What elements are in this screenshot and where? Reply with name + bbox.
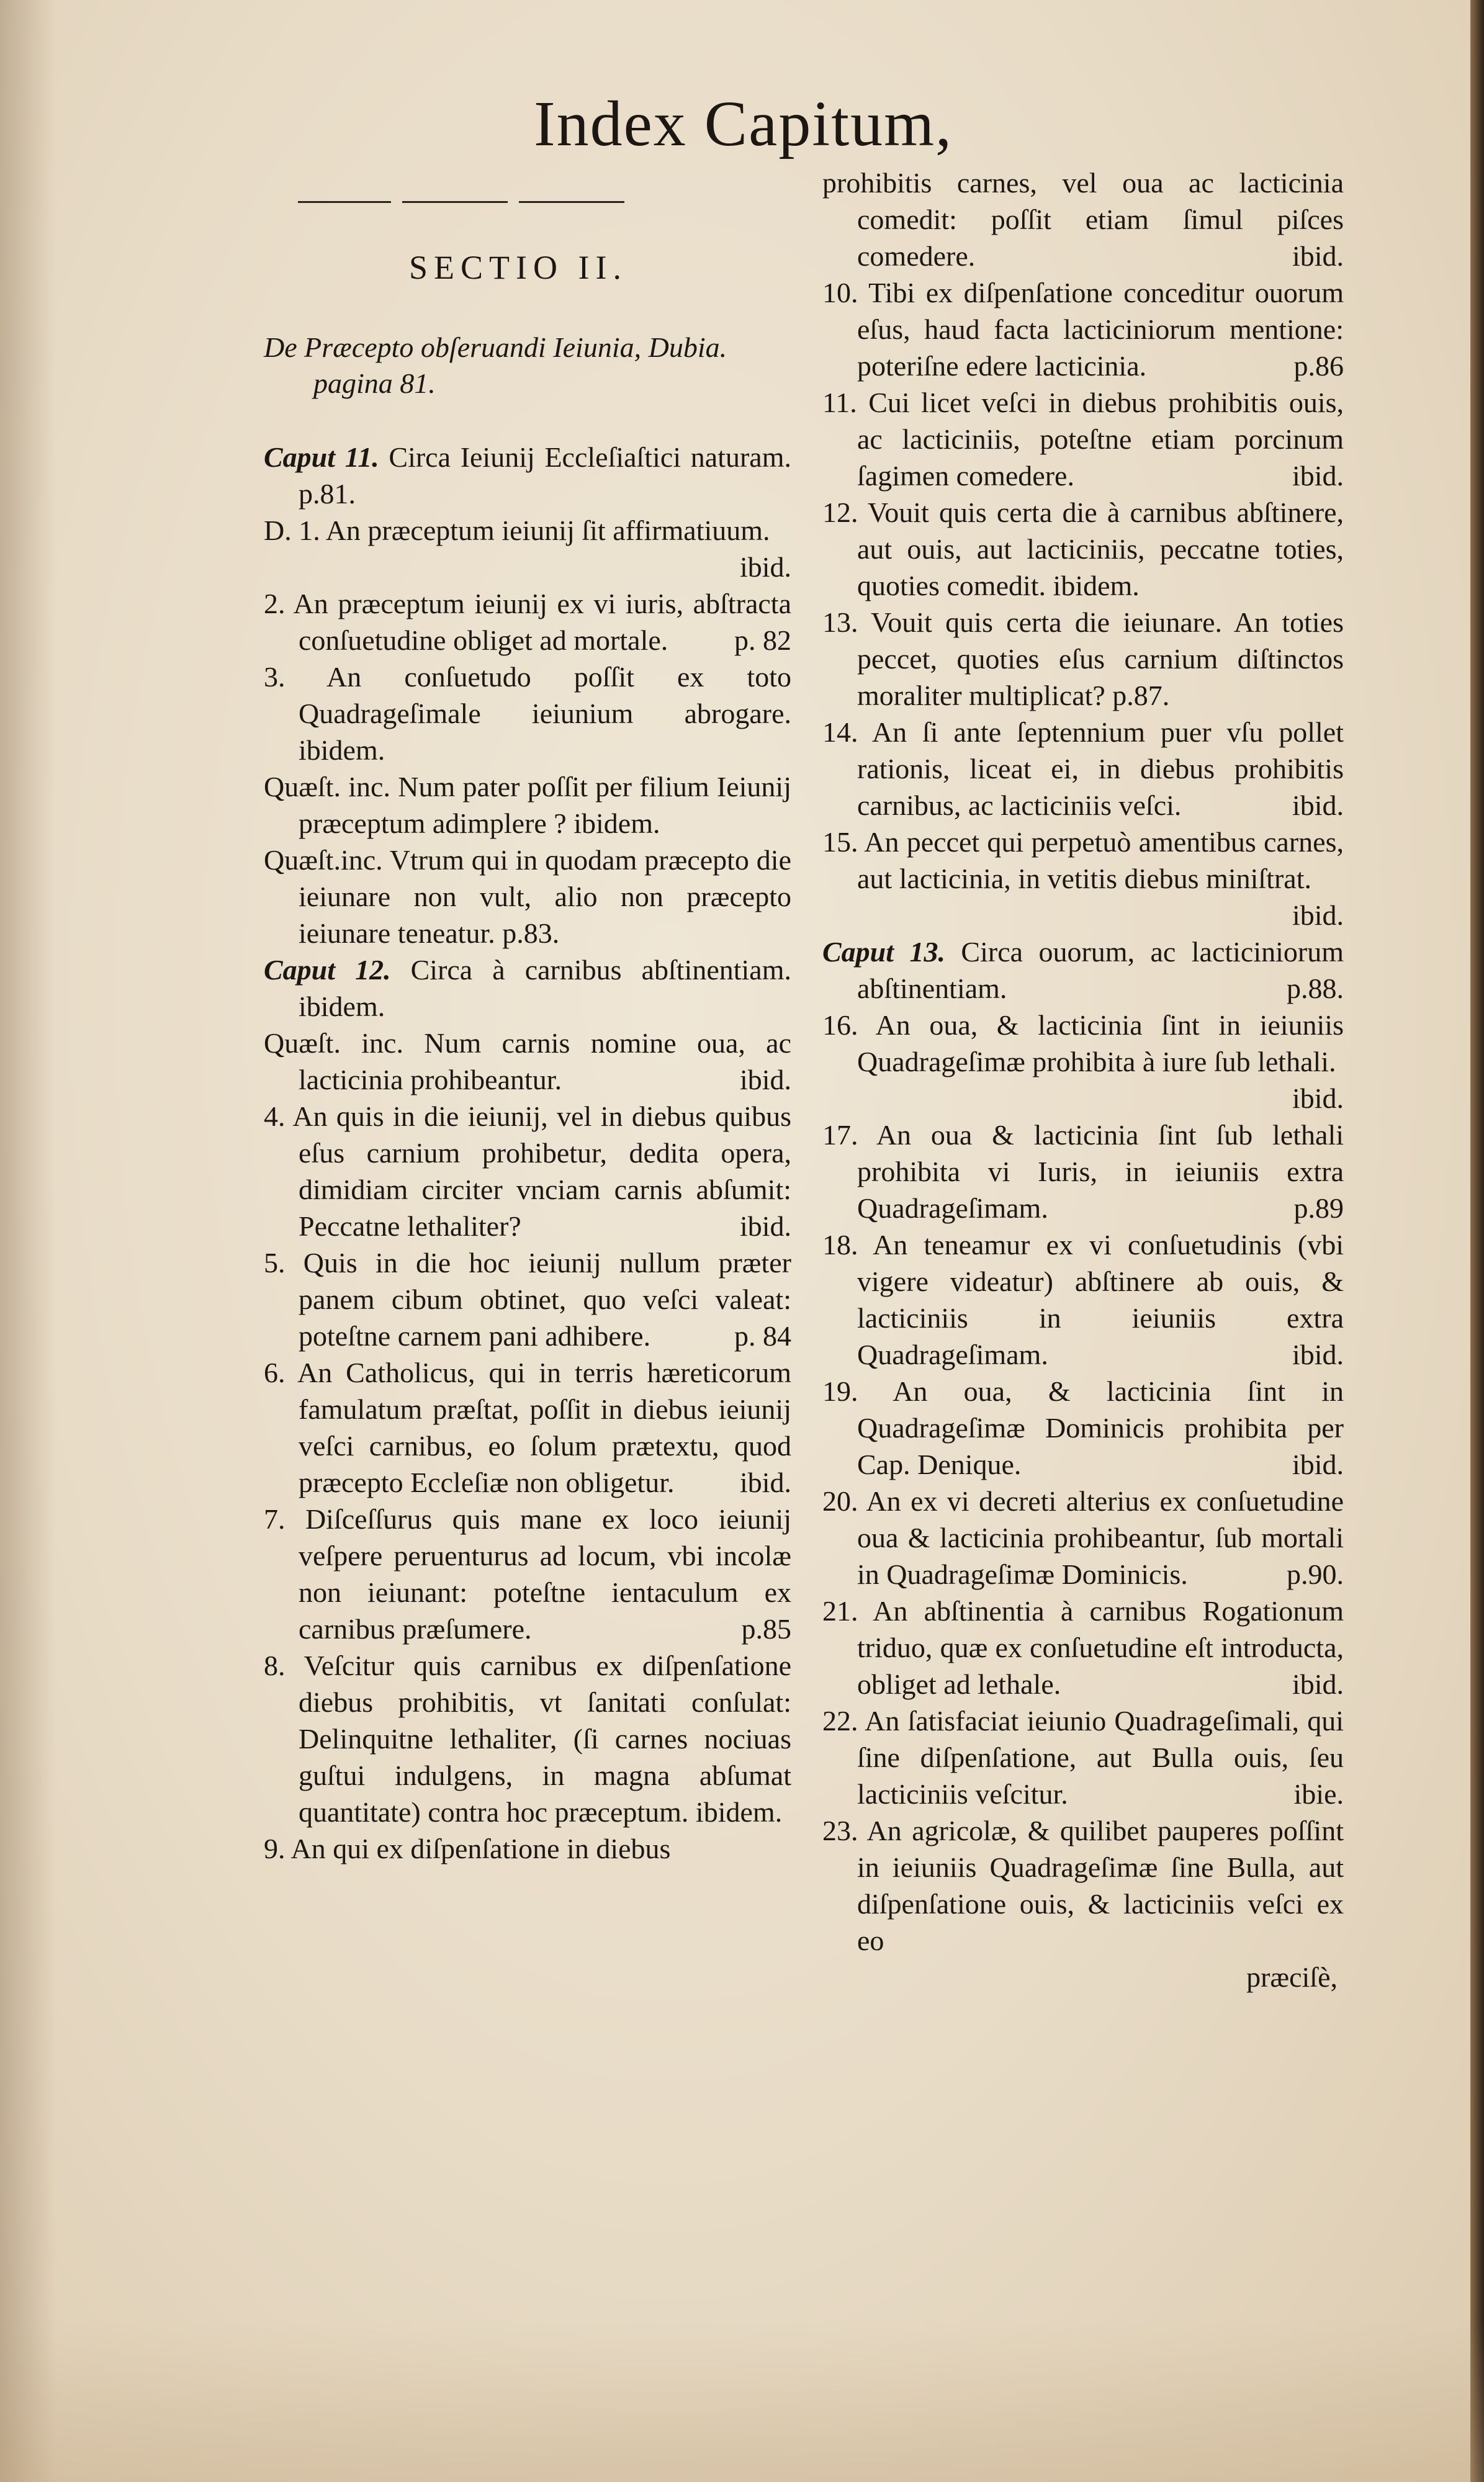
- index-entry: [822, 1117, 1344, 1226]
- entry-text: prohibitis carnes, vel oua ac lacticinia comedit: poſſit etiam ſimul piſces comedere.: [822, 167, 1344, 272]
- entry-text: Vtrum qui in quodam præcepto die ieiunare non vult, alio non præcepto ieiunare teneatur. p.83.: [299, 844, 792, 949]
- entry-number: 17.: [822, 1119, 858, 1151]
- entry-text: An agricolæ, & quilibet pauperes poſſint in ieiuniis Quadrageſimæ ſine Bulla, aut diſpenſatione ouis, & lacticiniis veſci ex eo: [857, 1815, 1344, 1956]
- entry-number: 2.: [264, 588, 286, 619]
- entry-text: Circa à carnibus abſtinentiam. ibidem.: [299, 954, 791, 1022]
- right-column: [822, 164, 1344, 1995]
- entry-text: An abſtinentia à carnibus Rogationum triduo, quæ ex conſuetudine eſt introducta, obliget ad lethale.: [857, 1595, 1344, 1700]
- section-subtitle: [264, 330, 791, 402]
- page-reference: ibid.: [739, 551, 791, 583]
- entry-text: Vouit quis certa die ieiunare. An toties peccet, quoties eſus carnium diſtinctos moraliter multiplicat? p.87.: [857, 606, 1344, 711]
- entry-number: Quæſt.inc.: [264, 844, 383, 876]
- page-reference: p.90.: [1287, 1558, 1344, 1590]
- entry-number: Caput 12.: [264, 954, 391, 986]
- entry-number: 4.: [264, 1100, 286, 1132]
- entry-number: 10.: [822, 277, 858, 308]
- index-entry: [264, 585, 791, 659]
- entry-text: Vouit quis certa die à carnibus abſtinere, aut ouis, aut lacticiniis, peccatne toties, quoties comedit. ibidem.: [857, 497, 1344, 601]
- entry-text: Cui licet veſci in diebus prohibitis ouis, ac lacticiniis, poteſtne etiam porcinum ſagimen comedere.: [857, 387, 1344, 492]
- paper-wear: [0, 2321, 1484, 2482]
- entry-text: An quis in die ieiunij, vel in diebus quibus eſus carnium prohibetur, dedita opera, dimidiam circiter vnciam carnis abſumit: Peccatne lethaliter?: [292, 1100, 791, 1242]
- page-edge: [1470, 0, 1484, 2482]
- page-reference: ibid.: [1292, 1668, 1344, 1700]
- index-entry: [264, 512, 791, 585]
- section-heading: SECTIO II.: [409, 249, 627, 286]
- index-entry: [264, 439, 791, 512]
- entry-text: An conſuetudo poſſit ex toto Quadrageſimale ieiunium abrogare. ibidem.: [299, 661, 791, 766]
- entry-text: An oua, & lacticinia ſint in ieiuniis Quadrageſimæ prohibita à iure ſub lethali.: [857, 1009, 1344, 1077]
- rule-segment: [519, 201, 624, 203]
- page-reference: ibid.: [739, 1210, 791, 1242]
- index-entry: [822, 1373, 1344, 1483]
- page-title: Index Capitum,: [534, 88, 953, 160]
- entry-text: An teneamur ex vi conſuetudinis (vbi vigere videatur) abſtinere ab ouis, & lacticiniis in ieiuniis extra Quadrageſimam.: [857, 1229, 1344, 1370]
- entry-text: An præceptum ieiunij ex vi iuris, abſtracta conſuetudine obliget ad mortale.: [293, 588, 791, 656]
- page-reference: p.85: [741, 1613, 791, 1645]
- page-reference: ibid.: [1292, 1449, 1344, 1480]
- entry-number: 11.: [822, 387, 857, 418]
- index-entry: [822, 714, 1344, 824]
- entry-text: An qui ex diſpenſatione in diebus: [290, 1833, 671, 1864]
- index-entry: [822, 274, 1344, 384]
- entry-number: 9.: [264, 1833, 286, 1864]
- page-reference: ibie.: [1293, 1778, 1344, 1810]
- page-reference: ibid.: [1292, 240, 1344, 272]
- entry-text: An Catholicus, qui in terris hæreticorum famulatum præſtat, poſſit in diebus ieiunij veſci carnibus, eo ſolum prætextu, quod præcepto Eccleſiæ non obligetur.: [297, 1357, 792, 1498]
- index-entry: [822, 1007, 1344, 1117]
- index-entry: [822, 604, 1344, 714]
- rule-segment: [402, 201, 508, 203]
- entry-text: An ſatisfaciat ieiunio Quadrageſimali, qui ſine diſpenſatione, aut Bulla ouis, ſeu lacticiniis veſcitur.: [857, 1705, 1344, 1810]
- entry-text: Num carnis nomine oua, ac lacticinia prohibeantur.: [299, 1027, 792, 1095]
- entry-text: An oua, & lacticinia ſint in Quadrageſimæ Dominicis prohibita per Cap. Denique.: [857, 1375, 1344, 1480]
- entry-number: 18.: [822, 1229, 858, 1261]
- entry-number: Caput 13.: [822, 936, 945, 968]
- index-entry: [822, 1483, 1344, 1593]
- catchword: præciſè,: [1246, 1961, 1338, 1993]
- page-reference: p.88.: [1287, 973, 1344, 1004]
- subtitle-line-2: pagina 81.: [313, 367, 436, 399]
- entry-number: 8.: [264, 1650, 286, 1681]
- index-entry: [264, 1244, 791, 1354]
- entry-text: Num pater poſſit per filium Ieiunij præceptum adimplere ? ibidem.: [299, 771, 791, 839]
- index-entry: [264, 842, 791, 951]
- index-entry: [264, 1830, 791, 1867]
- index-entry: [264, 1025, 791, 1098]
- index-entry: [264, 1354, 791, 1501]
- entry-number: D. 1.: [264, 515, 320, 546]
- page-reference: p. 82: [734, 624, 791, 656]
- entry-number: 16.: [822, 1009, 858, 1041]
- index-entry: [822, 1226, 1344, 1373]
- entry-number: 7.: [264, 1503, 286, 1535]
- rule-segment: [298, 201, 391, 203]
- index-entry: [822, 933, 1344, 1007]
- entry-text: An ſi ante ſeptennium puer vſu pollet rationis, liceat ei, in diebus prohibitis carnibus, ac lacticiniis veſci.: [857, 716, 1344, 821]
- entry-number: 6.: [264, 1357, 286, 1388]
- page-reference: ibid.: [1292, 789, 1344, 821]
- index-entry: [264, 659, 791, 768]
- index-entry: [264, 951, 791, 1025]
- entry-number: 22.: [822, 1705, 858, 1737]
- entry-number: Quæſt. inc.: [264, 1027, 403, 1059]
- page-reference: p.86: [1293, 350, 1344, 382]
- page-reference: p.89: [1293, 1192, 1344, 1224]
- entry-text: An præceptum ieiunij ſit affirmatiuum.: [325, 515, 770, 546]
- entry-number: 20.: [822, 1485, 858, 1517]
- index-entry: [822, 1702, 1344, 1812]
- index-entry: [822, 1593, 1344, 1702]
- entry-text: An peccet qui perpetuò amentibus carnes, aut lacticinia, in vetitis diebus miniſtrat.: [857, 826, 1344, 894]
- index-entry: [264, 768, 791, 842]
- page-reference: ibid.: [739, 1064, 791, 1095]
- entry-text: Tibi ex diſpenſatione conceditur ouorum eſus, haud facta lacticiniorum mentione: poteriſne edere lacticinia.: [857, 277, 1344, 382]
- ornamental-rule: [298, 192, 791, 212]
- page-reference: ibid.: [1292, 899, 1344, 931]
- page-reference: p. 84: [734, 1320, 791, 1352]
- page-reference: ibid.: [1292, 1082, 1344, 1114]
- index-entry: [264, 1647, 791, 1830]
- index-entry: [822, 824, 1344, 933]
- entry-text: Circa ouorum, ac lacticiniorum abſtinentiam.: [857, 936, 1344, 1004]
- entry-text: Circa Ieiunij Eccleſiaſtici naturam. p.81.: [299, 441, 791, 510]
- entry-text: Diſceſſurus quis mane ex loco ieiunij veſpere peruenturus ad locum, vbi incolæ non ieiunant: poteſtne ientaculum ex carnibus præſumere.: [299, 1503, 792, 1645]
- page-reference: ibid.: [1292, 460, 1344, 492]
- index-entry: [264, 1098, 791, 1244]
- entry-number: Caput 11.: [264, 441, 379, 473]
- index-entry: [822, 384, 1344, 494]
- entry-number: 21.: [822, 1595, 858, 1627]
- index-entry: [822, 494, 1344, 604]
- entry-number: 15.: [822, 826, 858, 858]
- entry-number: 14.: [822, 716, 858, 748]
- entry-number: 5.: [264, 1247, 286, 1279]
- entry-number: Quæſt. inc.: [264, 771, 390, 803]
- entry-number: 19.: [822, 1375, 858, 1407]
- entry-text: Quis in die hoc ieiunij nullum præter panem cibum obtinet, quo veſci valeat: poteſtne carnem pani adhibere.: [299, 1247, 791, 1352]
- entry-text: Veſcitur quis carnibus ex diſpenſatione diebus prohibitis, vt ſanitati conſulat: Delinquitne lethaliter, (ſi carnes nociuas guſtui indulgens, in magna abſumat quantitate) contra hoc præceptum. ibidem.: [299, 1650, 792, 1828]
- index-entry: [822, 1812, 1344, 1959]
- index-entry: [264, 1501, 791, 1647]
- index-entry: [822, 164, 1344, 274]
- entry-number: 12.: [822, 497, 858, 528]
- entry-number: 13.: [822, 606, 858, 638]
- page-reference: ibid.: [1292, 1339, 1344, 1370]
- entry-text: An oua & lacticinia ſint ſub lethali prohibita vi Iuris, in ieiuniis extra Quadrageſimam.: [857, 1119, 1344, 1224]
- left-column: [264, 192, 791, 1867]
- page-reference: ibid.: [739, 1467, 791, 1498]
- entry-text: An ex vi decreti alterius ex conſuetudine oua & lacticinia prohibeantur, ſub mortali in Quadrageſimæ Dominicis.: [857, 1485, 1344, 1590]
- subtitle-line-1: De Præcepto obſeruandi Ieiunia, Dubia.: [264, 331, 727, 363]
- entry-number: 23.: [822, 1815, 858, 1846]
- gutter-shadow: [0, 0, 56, 2482]
- entry-number: 3.: [264, 661, 286, 693]
